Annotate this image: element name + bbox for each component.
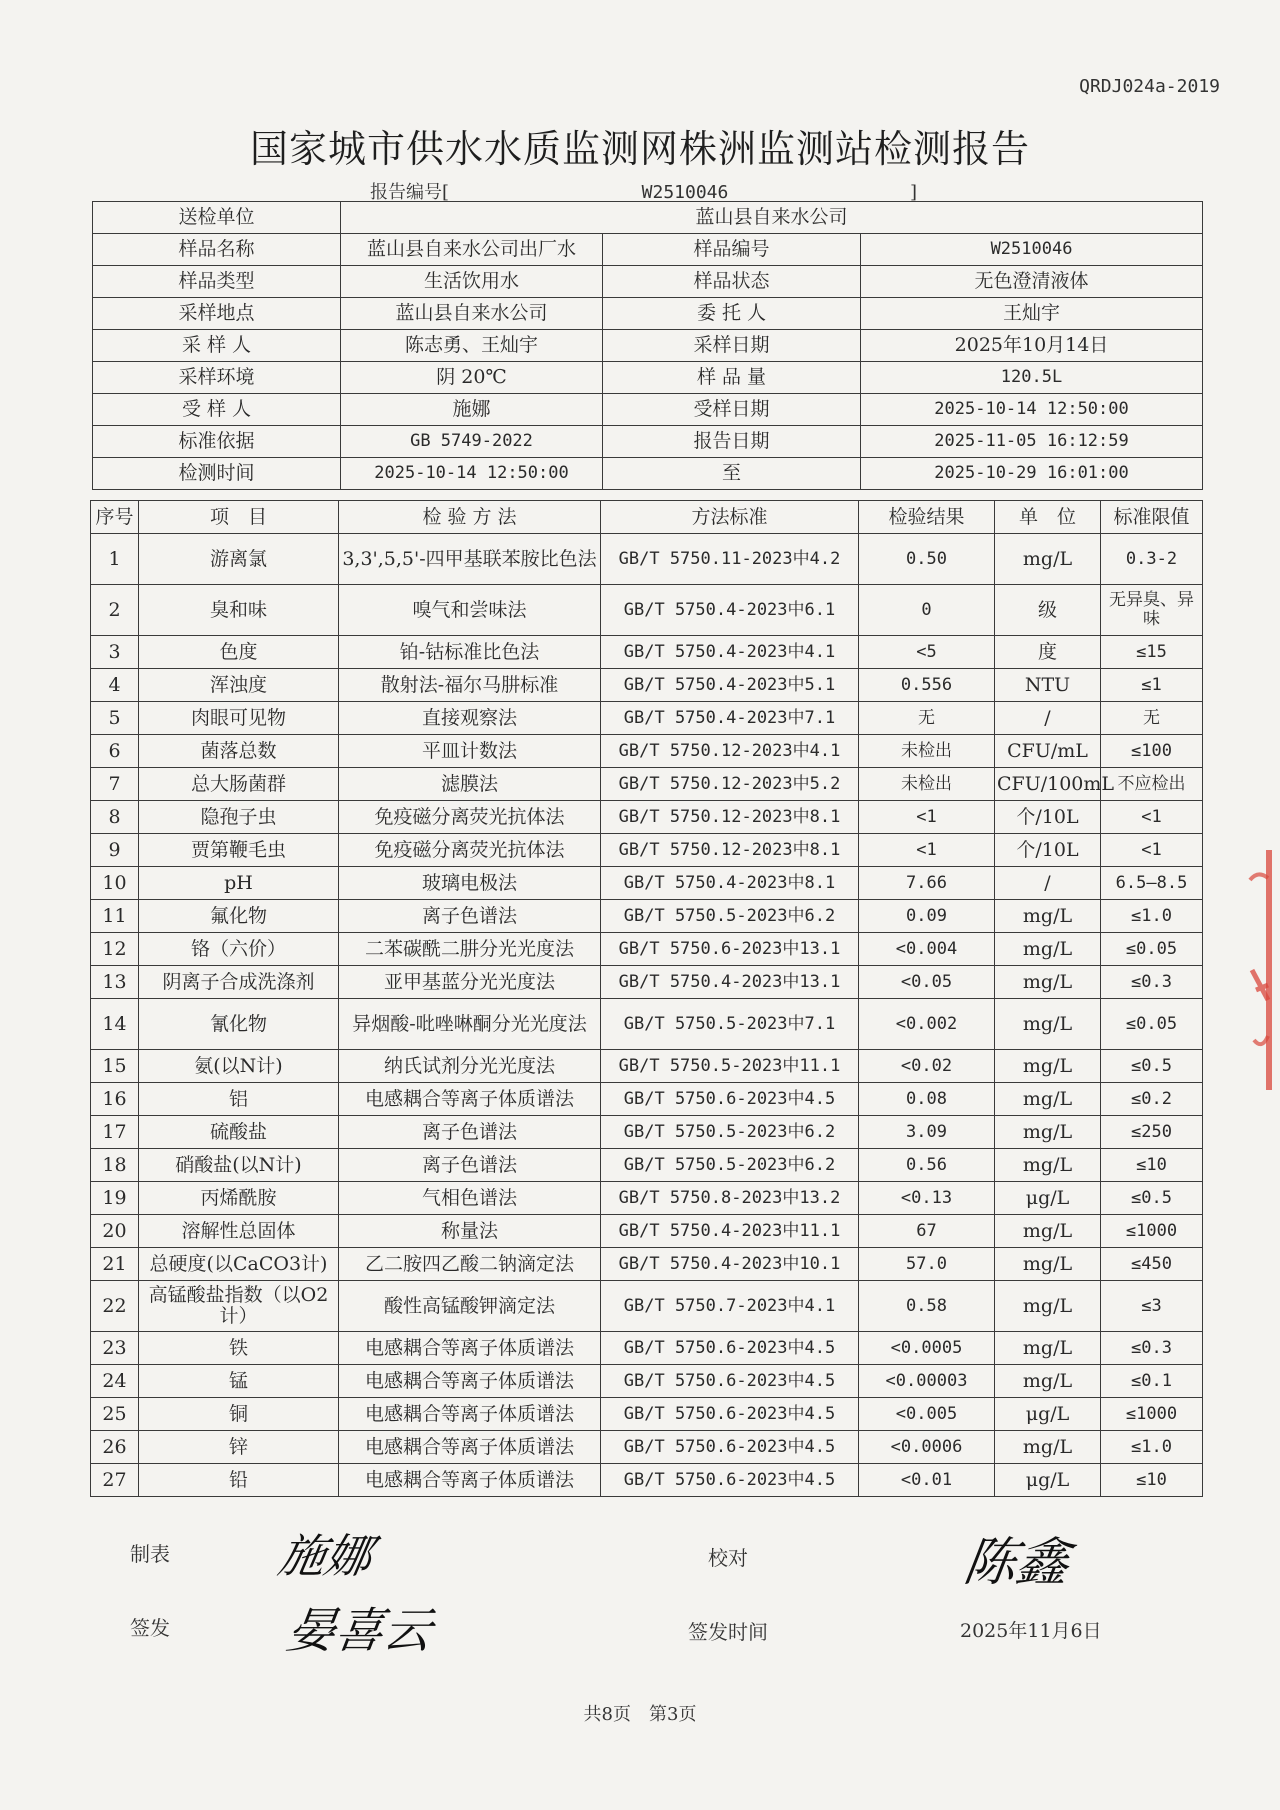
report-number-label: 报告编号[ <box>370 182 450 203</box>
table-row <box>91 1464 1203 1497</box>
table-row <box>91 900 1203 933</box>
checker-signature: 陈鑫 <box>960 1533 1073 1593</box>
cell-result: 0.556 <box>859 669 995 702</box>
report-number-close: ] <box>910 182 918 203</box>
cell-std: GB/T 5750.8-2023中13.2 <box>601 1182 859 1215</box>
cell-method: 纳氏试剂分光光度法 <box>339 1050 601 1083</box>
cell-no: 18 <box>91 1149 139 1182</box>
table-row <box>91 702 1203 735</box>
cell-method: 电感耦合等离子体质谱法 <box>339 1083 601 1116</box>
cell-limit: 无 <box>1101 702 1203 735</box>
cell-method: 气相色谱法 <box>339 1182 601 1215</box>
cell-item: 氰化物 <box>139 999 339 1050</box>
cell-no: 10 <box>91 867 139 900</box>
cell-std: GB/T 5750.12-2023中5.2 <box>601 768 859 801</box>
cell-result: 未检出 <box>859 735 995 768</box>
results-table <box>90 500 1203 1497</box>
cell-limit: ≤1000 <box>1101 1398 1203 1431</box>
sampler-label: 采 样 人 <box>93 330 341 362</box>
cell-unit: / <box>995 702 1101 735</box>
sample-info-table <box>92 201 1203 490</box>
cell-result: 0 <box>859 585 995 636</box>
cell-std: GB/T 5750.6-2023中4.5 <box>601 1431 859 1464</box>
cell-item: 铁 <box>139 1332 339 1365</box>
table-row <box>91 1431 1203 1464</box>
header-item: 项 目 <box>139 501 339 534</box>
client-value: 蓝山县自来水公司 <box>341 202 1203 234</box>
cell-limit: ≤0.05 <box>1101 999 1203 1050</box>
cell-item: 菌落总数 <box>139 735 339 768</box>
qty-value: 120.5L <box>861 362 1203 394</box>
cell-limit: ≤10 <box>1101 1464 1203 1497</box>
report-date-label: 报告日期 <box>603 426 861 458</box>
cell-method: 嗅气和尝味法 <box>339 585 601 636</box>
cell-std: GB/T 5750.4-2023中6.1 <box>601 585 859 636</box>
cell-no: 3 <box>91 636 139 669</box>
cell-method: 滤膜法 <box>339 768 601 801</box>
qty-label: 样 品 量 <box>603 362 861 394</box>
cell-method: 铂-钴标准比色法 <box>339 636 601 669</box>
table-row <box>91 1248 1203 1281</box>
cell-item: 铅 <box>139 1464 339 1497</box>
cell-result: 0.56 <box>859 1149 995 1182</box>
cell-result: <1 <box>859 834 995 867</box>
cell-no: 2 <box>91 585 139 636</box>
cell-std: GB/T 5750.4-2023中11.1 <box>601 1215 859 1248</box>
cell-item: 铜 <box>139 1398 339 1431</box>
cell-item: 总硬度(以CaCO3计) <box>139 1248 339 1281</box>
cell-unit: mg/L <box>995 1149 1101 1182</box>
site-value: 蓝山县自来水公司 <box>341 298 603 330</box>
checker-label: 校对 <box>708 1546 748 1570</box>
cell-limit: 不应检出 <box>1101 768 1203 801</box>
client-label: 送检单位 <box>93 202 341 234</box>
cell-method: 免疫磁分离荧光抗体法 <box>339 801 601 834</box>
cell-unit: μg/L <box>995 1464 1101 1497</box>
cell-limit: ≤0.2 <box>1101 1083 1203 1116</box>
cell-item: 浑浊度 <box>139 669 339 702</box>
cell-method: 离子色谱法 <box>339 1149 601 1182</box>
cell-method: 平皿计数法 <box>339 735 601 768</box>
cell-no: 15 <box>91 1050 139 1083</box>
cell-no: 22 <box>91 1281 139 1332</box>
cell-item: 铬（六价） <box>139 933 339 966</box>
cell-unit: mg/L <box>995 534 1101 585</box>
table-row <box>91 999 1203 1050</box>
cell-no: 7 <box>91 768 139 801</box>
cell-std: GB/T 5750.6-2023中4.5 <box>601 1398 859 1431</box>
table-row <box>91 1215 1203 1248</box>
cell-method: 3,3',5,5'-四甲基联苯胺比色法 <box>339 534 601 585</box>
cell-unit: μg/L <box>995 1182 1101 1215</box>
cell-no: 1 <box>91 534 139 585</box>
cell-limit: ≤15 <box>1101 636 1203 669</box>
cell-method: 酸性高锰酸钾滴定法 <box>339 1281 601 1332</box>
cell-limit: ≤10 <box>1101 1149 1203 1182</box>
cell-std: GB/T 5750.6-2023中13.1 <box>601 933 859 966</box>
cell-unit: / <box>995 867 1101 900</box>
seal-stamp-fragment <box>1238 850 1272 1090</box>
cell-no: 17 <box>91 1116 139 1149</box>
sample-state-label: 样品状态 <box>603 266 861 298</box>
cell-std: GB/T 5750.4-2023中7.1 <box>601 702 859 735</box>
receiver-label: 受 样 人 <box>93 394 341 426</box>
cell-result: 0.50 <box>859 534 995 585</box>
cell-item: 色度 <box>139 636 339 669</box>
cell-method: 称量法 <box>339 1215 601 1248</box>
cell-no: 6 <box>91 735 139 768</box>
cell-no: 16 <box>91 1083 139 1116</box>
cell-unit: 个/10L <box>995 801 1101 834</box>
cell-no: 4 <box>91 669 139 702</box>
receiver-value: 施娜 <box>341 394 603 426</box>
cell-std: GB/T 5750.5-2023中11.1 <box>601 1050 859 1083</box>
cell-method: 散射法-福尔马肼标准 <box>339 669 601 702</box>
cell-no: 8 <box>91 801 139 834</box>
cell-std: GB/T 5750.12-2023中8.1 <box>601 801 859 834</box>
cell-item: 锰 <box>139 1365 339 1398</box>
cell-result: 0.58 <box>859 1281 995 1332</box>
cell-item: 高锰酸盐指数（以O2计） <box>139 1281 339 1332</box>
issue-time-label: 签发时间 <box>688 1620 768 1644</box>
cell-no: 9 <box>91 834 139 867</box>
cell-std: GB/T 5750.7-2023中4.1 <box>601 1281 859 1332</box>
cell-item: 臭和味 <box>139 585 339 636</box>
cell-std: GB/T 5750.6-2023中4.5 <box>601 1083 859 1116</box>
cell-limit: ≤1.0 <box>1101 1431 1203 1464</box>
sample-type-value: 生活饮用水 <box>341 266 603 298</box>
site-label: 采样地点 <box>93 298 341 330</box>
recv-date-label: 受样日期 <box>603 394 861 426</box>
cell-result: <0.004 <box>859 933 995 966</box>
cell-method: 亚甲基蓝分光光度法 <box>339 966 601 999</box>
table-row <box>91 1116 1203 1149</box>
cell-unit: mg/L <box>995 1248 1101 1281</box>
cell-no: 25 <box>91 1398 139 1431</box>
cell-std: GB/T 5750.5-2023中6.2 <box>601 900 859 933</box>
table-row <box>91 1365 1203 1398</box>
cell-std: GB/T 5750.6-2023中4.5 <box>601 1332 859 1365</box>
cell-limit: 无异臭、异味 <box>1101 585 1203 636</box>
cell-item: 氟化物 <box>139 900 339 933</box>
cell-result: 7.66 <box>859 867 995 900</box>
cell-method: 离子色谱法 <box>339 1116 601 1149</box>
cell-std: GB/T 5750.12-2023中4.1 <box>601 735 859 768</box>
report-title: 国家城市供水水质监测网株洲监测站检测报告 <box>249 127 1030 171</box>
table-row <box>91 585 1203 636</box>
table-row <box>91 867 1203 900</box>
env-label: 采样环境 <box>93 362 341 394</box>
cell-unit: mg/L <box>995 1281 1101 1332</box>
cell-std: GB/T 5750.5-2023中6.2 <box>601 1149 859 1182</box>
cell-unit: mg/L <box>995 1431 1101 1464</box>
cell-method: 电感耦合等离子体质谱法 <box>339 1431 601 1464</box>
maker-label: 制表 <box>130 1542 170 1566</box>
cell-limit: ≤0.05 <box>1101 933 1203 966</box>
cell-item: 肉眼可见物 <box>139 702 339 735</box>
cell-limit: ≤3 <box>1101 1281 1203 1332</box>
cell-limit: <1 <box>1101 834 1203 867</box>
cell-unit: mg/L <box>995 999 1101 1050</box>
cell-unit: mg/L <box>995 1116 1101 1149</box>
cell-result: 0.09 <box>859 900 995 933</box>
cell-limit: ≤0.5 <box>1101 1050 1203 1083</box>
sample-date-label: 采样日期 <box>603 330 861 362</box>
table-row <box>91 834 1203 867</box>
cell-result: <0.05 <box>859 966 995 999</box>
test-to-label: 至 <box>603 458 861 490</box>
cell-limit: ≤0.3 <box>1101 1332 1203 1365</box>
cell-limit: 0.3-2 <box>1101 534 1203 585</box>
cell-method: 电感耦合等离子体质谱法 <box>339 1365 601 1398</box>
cell-unit: μg/L <box>995 1398 1101 1431</box>
cell-std: GB/T 5750.5-2023中6.2 <box>601 1116 859 1149</box>
table-row <box>91 1149 1203 1182</box>
table-row <box>91 801 1203 834</box>
cell-unit: 个/10L <box>995 834 1101 867</box>
cell-limit: ≤1 <box>1101 669 1203 702</box>
sample-no-value: W2510046 <box>861 234 1203 266</box>
cell-unit: mg/L <box>995 1215 1101 1248</box>
cell-item: 硫酸盐 <box>139 1116 339 1149</box>
cell-method: 免疫磁分离荧光抗体法 <box>339 834 601 867</box>
report-number-value: W2510046 <box>641 182 729 203</box>
cell-limit: 6.5—8.5 <box>1101 867 1203 900</box>
sample-type-label: 样品类型 <box>93 266 341 298</box>
header-unit: 单 位 <box>995 501 1101 534</box>
sample-no-label: 样品编号 <box>603 234 861 266</box>
test-end-value: 2025-10-29 16:01:00 <box>861 458 1203 490</box>
table-row <box>91 1332 1203 1365</box>
cell-unit: 度 <box>995 636 1101 669</box>
cell-item: 贾第鞭毛虫 <box>139 834 339 867</box>
cell-unit: mg/L <box>995 933 1101 966</box>
cell-limit: ≤450 <box>1101 1248 1203 1281</box>
table-row <box>91 933 1203 966</box>
cell-no: 24 <box>91 1365 139 1398</box>
cell-unit: CFU/mL <box>995 735 1101 768</box>
report-date-value: 2025-11-05 16:12:59 <box>861 426 1203 458</box>
cell-item: 溶解性总固体 <box>139 1215 339 1248</box>
cell-result: 未检出 <box>859 768 995 801</box>
cell-unit: mg/L <box>995 900 1101 933</box>
cell-no: 20 <box>91 1215 139 1248</box>
cell-unit: mg/L <box>995 1332 1101 1365</box>
entrust-value: 王灿宇 <box>861 298 1203 330</box>
cell-result: <0.13 <box>859 1182 995 1215</box>
document-code: QRDJ024a-2019 <box>1079 76 1220 97</box>
cell-limit: ≤1.0 <box>1101 900 1203 933</box>
table-row <box>91 669 1203 702</box>
header-limit: 标准限值 <box>1101 501 1203 534</box>
cell-std: GB/T 5750.4-2023中13.1 <box>601 966 859 999</box>
cell-result: 0.08 <box>859 1083 995 1116</box>
cell-result: 57.0 <box>859 1248 995 1281</box>
cell-result: <0.005 <box>859 1398 995 1431</box>
cell-method: 直接观察法 <box>339 702 601 735</box>
cell-std: GB/T 5750.6-2023中4.5 <box>601 1365 859 1398</box>
cell-method: 离子色谱法 <box>339 900 601 933</box>
table-row <box>91 1281 1203 1332</box>
cell-method: 电感耦合等离子体质谱法 <box>339 1398 601 1431</box>
cell-std: GB/T 5750.4-2023中5.1 <box>601 669 859 702</box>
cell-method: 玻璃电极法 <box>339 867 601 900</box>
cell-limit: ≤0.1 <box>1101 1365 1203 1398</box>
sample-name-value: 蓝山县自来水公司出厂水 <box>341 234 603 266</box>
cell-no: 5 <box>91 702 139 735</box>
sampler-value: 陈志勇、王灿宇 <box>341 330 603 362</box>
basis-label: 标准依据 <box>93 426 341 458</box>
cell-item: 游离氯 <box>139 534 339 585</box>
cell-std: GB/T 5750.4-2023中8.1 <box>601 867 859 900</box>
cell-item: 硝酸盐(以N计) <box>139 1149 339 1182</box>
cell-limit: ≤0.3 <box>1101 966 1203 999</box>
cell-unit: mg/L <box>995 966 1101 999</box>
cell-method: 异烟酸-吡唑啉酮分光光度法 <box>339 999 601 1050</box>
cell-method: 二苯碳酰二肼分光光度法 <box>339 933 601 966</box>
cell-std: GB/T 5750.12-2023中8.1 <box>601 834 859 867</box>
entrust-label: 委 托 人 <box>603 298 861 330</box>
cell-item: 阴离子合成洗涤剂 <box>139 966 339 999</box>
maker-signature: 施娜 <box>274 1529 377 1583</box>
cell-no: 26 <box>91 1431 139 1464</box>
issuer-signature: 晏喜云 <box>283 1603 436 1659</box>
cell-limit: ≤250 <box>1101 1116 1203 1149</box>
env-value: 阴 20℃ <box>341 362 603 394</box>
cell-result: <0.01 <box>859 1464 995 1497</box>
cell-result: <0.02 <box>859 1050 995 1083</box>
cell-no: 14 <box>91 999 139 1050</box>
table-row <box>91 1083 1203 1116</box>
basis-value: GB 5749-2022 <box>341 426 603 458</box>
cell-limit: ≤1000 <box>1101 1215 1203 1248</box>
cell-item: 铝 <box>139 1083 339 1116</box>
cell-item: 氨(以N计) <box>139 1050 339 1083</box>
recv-date-value: 2025-10-14 12:50:00 <box>861 394 1203 426</box>
cell-item: pH <box>139 867 339 900</box>
table-row <box>91 636 1203 669</box>
header-result: 检验结果 <box>859 501 995 534</box>
cell-unit: mg/L <box>995 1050 1101 1083</box>
cell-result: <0.0005 <box>859 1332 995 1365</box>
cell-item: 总大肠菌群 <box>139 768 339 801</box>
cell-method: 电感耦合等离子体质谱法 <box>339 1332 601 1365</box>
cell-result: <0.0006 <box>859 1431 995 1464</box>
issue-time-value: 2025年11月6日 <box>960 1620 1102 1642</box>
table-row <box>91 534 1203 585</box>
cell-result: <0.002 <box>859 999 995 1050</box>
table-row <box>91 735 1203 768</box>
header-no: 序号 <box>91 501 139 534</box>
cell-unit: mg/L <box>995 1365 1101 1398</box>
table-row <box>91 966 1203 999</box>
results-header-row <box>91 501 1203 534</box>
cell-limit: ≤100 <box>1101 735 1203 768</box>
header-std: 方法标准 <box>601 501 859 534</box>
table-row <box>91 768 1203 801</box>
cell-result: 3.09 <box>859 1116 995 1149</box>
table-row <box>91 1050 1203 1083</box>
cell-no: 21 <box>91 1248 139 1281</box>
cell-std: GB/T 5750.11-2023中4.2 <box>601 534 859 585</box>
table-row <box>91 1182 1203 1215</box>
sample-name-label: 样品名称 <box>93 234 341 266</box>
cell-no: 11 <box>91 900 139 933</box>
cell-std: GB/T 5750.4-2023中4.1 <box>601 636 859 669</box>
test-start-value: 2025-10-14 12:50:00 <box>341 458 603 490</box>
cell-result: 67 <box>859 1215 995 1248</box>
cell-result: <5 <box>859 636 995 669</box>
sample-state-value: 无色澄清液体 <box>861 266 1203 298</box>
cell-unit: 级 <box>995 585 1101 636</box>
cell-no: 19 <box>91 1182 139 1215</box>
cell-item: 锌 <box>139 1431 339 1464</box>
cell-result: 无 <box>859 702 995 735</box>
sample-date-value: 2025年10月14日 <box>861 330 1203 362</box>
cell-std: GB/T 5750.4-2023中10.1 <box>601 1248 859 1281</box>
issuer-label: 签发 <box>130 1616 170 1640</box>
cell-unit: mg/L <box>995 1083 1101 1116</box>
cell-method: 电感耦合等离子体质谱法 <box>339 1464 601 1497</box>
cell-no: 27 <box>91 1464 139 1497</box>
page-footer: 共8页 第3页 <box>583 1704 697 1725</box>
cell-unit: NTU <box>995 669 1101 702</box>
cell-item: 丙烯酰胺 <box>139 1182 339 1215</box>
cell-result: <0.00003 <box>859 1365 995 1398</box>
cell-result: <1 <box>859 801 995 834</box>
header-method: 检 验 方 法 <box>339 501 601 534</box>
cell-std: GB/T 5750.6-2023中4.5 <box>601 1464 859 1497</box>
cell-std: GB/T 5750.5-2023中7.1 <box>601 999 859 1050</box>
cell-limit: <1 <box>1101 801 1203 834</box>
cell-no: 13 <box>91 966 139 999</box>
cell-limit: ≤0.5 <box>1101 1182 1203 1215</box>
cell-unit: CFU/100mL <box>995 768 1101 801</box>
table-row <box>91 1398 1203 1431</box>
cell-no: 23 <box>91 1332 139 1365</box>
cell-no: 12 <box>91 933 139 966</box>
test-time-label: 检测时间 <box>93 458 341 490</box>
cell-method: 乙二胺四乙酸二钠滴定法 <box>339 1248 601 1281</box>
cell-item: 隐孢子虫 <box>139 801 339 834</box>
